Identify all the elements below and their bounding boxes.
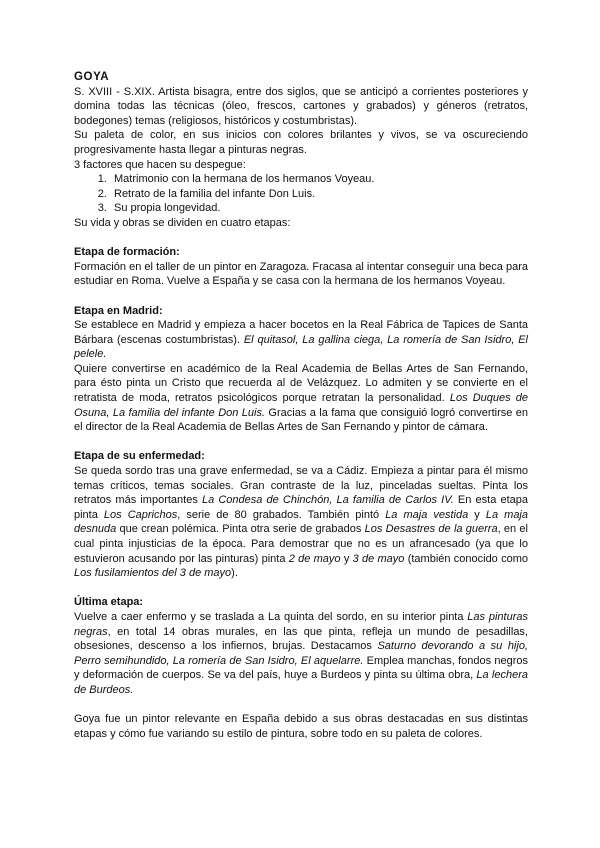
stages-intro: Su vida y obras se dividen en cuatro etapas: — [74, 216, 291, 229]
works-title: Saturno devorando a su hijo, Perro semihundido, La romería de San Isidro, El aquelarre. — [74, 640, 528, 667]
section-formacion — [74, 245, 528, 289]
works-title: La Condesa de Chinchón, La familia de Carlos IV. — [201, 494, 454, 507]
text-run: En esta etapa pinta — [74, 494, 528, 521]
section-text — [74, 464, 528, 581]
document-title: GOYA — [74, 71, 110, 83]
text-run: Gracias a la fama que consiguió logró convertirse en el director de la Real Academia de Bellas Artes de San Fernando y pintor de cámara. — [74, 406, 529, 434]
factors-intro: 3 factores que hacen su despegue: — [74, 158, 246, 171]
text-run: Quiere convertirse en académico de la Real Academia de Bellas Artes de San Fernando, para ésto pinta un Cristo que recuerda al de Velázquez. Lo admiten y se convierte en el retratista de moda, retratos psicológicos porque retratan la personalidad. — [74, 362, 528, 405]
list-item: 1. Matrimonio con la hermana de los hermanos Voyeau. — [110, 172, 528, 187]
text-run: Se queda sordo tras una grave enfermedad, se va a Cádiz. Empieza a pintar para él mismo temas críticos, temas sociales. Gran contraste de la luz, pinceladas sueltas. Pinta los retratos más importantes — [74, 465, 528, 507]
list-item: 2. Retrato de la familia del infante Don Luis. — [110, 187, 528, 202]
works-title: Las pinturas negras — [74, 610, 528, 638]
intro-section — [74, 85, 528, 231]
section-enfermedad — [74, 449, 528, 580]
text-run: y — [340, 552, 353, 565]
document-page — [74, 70, 528, 741]
text-run: , en el cual pinta injusticias de la época. Para demostrar que no es un afrancesado (ya que lo estuvieron acusando por las pinturas) pinta — [74, 523, 528, 565]
section-text — [74, 610, 528, 698]
works-title: Los Duques de Osuna, La familia del infante Don Luis. — [74, 392, 528, 419]
text-run: (también conocido como — [404, 552, 528, 565]
text-run: ). — [231, 567, 238, 580]
text-run: Se establece en Madrid y empieza a hacer bocetos en la Real Fábrica de Tapices de Santa Bárbara (escenas costumbristas). — [74, 319, 528, 346]
works-title: 3 de mayo — [352, 552, 405, 565]
text-run: , en total 14 obras murales, en las que pinta, refleja un mundo de pesadillas, obsesiones, descenso a los infiernos, brujas. Destacamos — [74, 625, 528, 653]
text-run: y — [468, 508, 486, 521]
section-heading: Etapa de su enfermedad: — [74, 450, 205, 463]
works-title: 2 de mayo — [288, 552, 341, 565]
section-text — [74, 362, 528, 435]
text-run: que crean polémica. Pinta otra serie de grabados — [116, 523, 365, 536]
list-item: 3. Su propia longevidad. — [110, 201, 528, 216]
works-title: El quitasol, La gallina ciega, La romería de San Isidro, El pelele. — [74, 333, 528, 361]
text-run: , serie de 80 grabados. También pintó — [177, 508, 386, 521]
factors-list — [74, 172, 528, 216]
text-run: Emplea manchas, fondos negros y deformación de cuerpos. Se va del país, huye a Burdeos y pinta su última obra, — [74, 654, 528, 682]
works-title: La maja vestida — [385, 508, 469, 521]
works-title: La lechera de Burdeos. — [74, 669, 528, 696]
works-title: Los Caprichos — [103, 508, 178, 521]
palette-paragraph: Su paleta de color, en sus inicios con colores brilantes y vivos, se va oscureciendo progresivamente hasta llegar a pinturas negras. — [74, 129, 528, 156]
conclusion-text: Goya fue un pintor relevante en España debido a sus obras destacadas en sus distintas etapas y cómo fue variando su estilo de pintura, sobre todo en su paleta de colores. — [74, 713, 528, 740]
section-text: Formación en el taller de un pintor en Zaragoza. Fracasa al intentar conseguir una beca para estudiar en Roma. Vuelve a España y se casa con la hermana de los hermanos Voyeau. — [74, 260, 528, 288]
section-heading: Última etapa: — [74, 596, 144, 609]
works-title: Los Desastres de la guerra — [364, 523, 498, 536]
section-text — [74, 318, 528, 362]
section-conclusion — [74, 712, 528, 741]
text-run: Vuelve a caer enfermo y se traslada a La quinta del sordo, en su interior pinta — [74, 610, 468, 623]
section-heading: Etapa en Madrid: — [74, 304, 163, 317]
section-ultima — [74, 595, 528, 697]
intro-paragraph: S. XVIII - S.XIX. Artista bisagra, entre dos siglos, que se anticipó a corrientes posteriores y domina todas las técnicas (óleo, frescos, cartones y grabados) y géneros (retratos, bodegones) temas (religiosos, históricos y costumbristas). — [74, 85, 528, 127]
section-madrid — [74, 304, 528, 435]
section-heading: Etapa de formación: — [74, 246, 180, 259]
works-title: Los fusilamientos del 3 de mayo — [74, 567, 232, 580]
works-title: La maja desnuda — [74, 508, 528, 536]
